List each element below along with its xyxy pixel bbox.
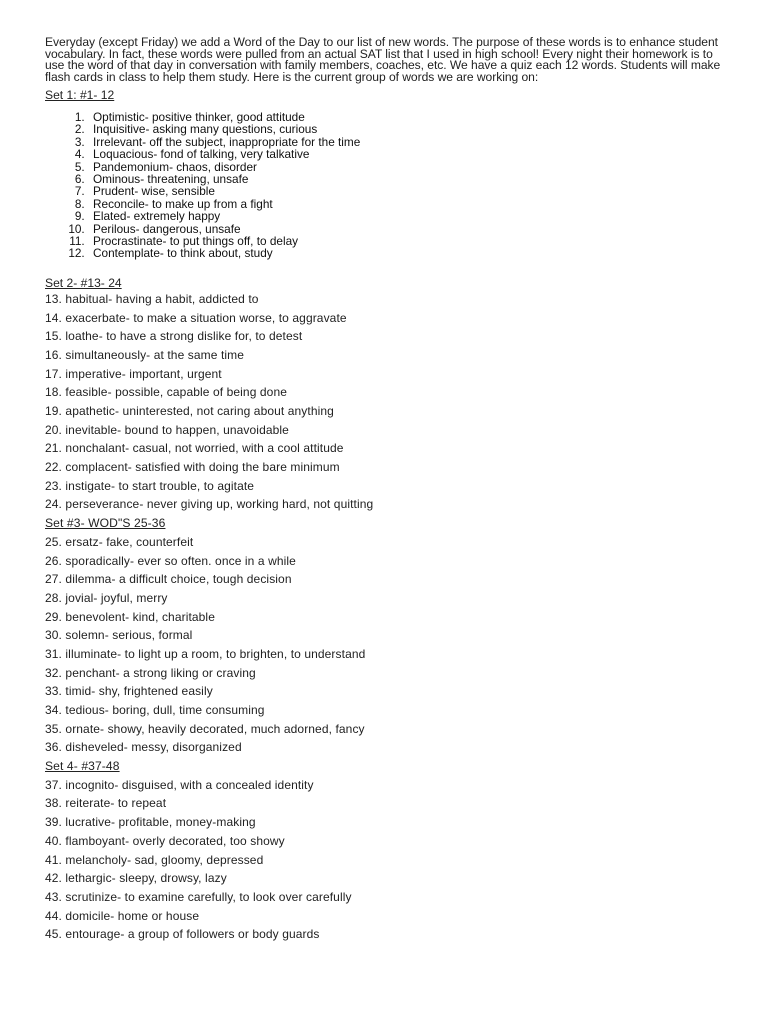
set-1-list [45, 111, 735, 260]
list-item: 10. Perilous- dangerous, unsafe [88, 223, 735, 235]
list-item: 1. Optimistic- positive thinker, good attitude [88, 111, 735, 123]
list-item: 14. exacerbate- to make a situation worse, to aggravate [45, 310, 347, 325]
list-item: 42. lethargic- sleepy, drowsy, lazy [45, 871, 227, 886]
list-item: 41. melancholy- sad, gloomy, depressed [45, 852, 264, 867]
list-item: 13. habitual- having a habit, addicted to [45, 291, 259, 306]
list-item: 36. disheveled- messy, disorganized [45, 740, 242, 755]
list-item: 30. solemn- serious, formal [45, 628, 193, 643]
list-item: 35. ornate- showy, heavily decorated, much adorned, fancy [45, 721, 365, 736]
list-item: 37. incognito- disguised, with a concealed identity [45, 777, 314, 792]
list-item: 9. Elated- extremely happy [88, 210, 735, 222]
list-item: 39. lucrative- profitable, money-making [45, 815, 256, 830]
list-item: 24. perseverance- never giving up, working hard, not quitting [45, 497, 374, 512]
list-item: 27. dilemma- a difficult choice, tough decision [45, 572, 292, 587]
list-item: 20. inevitable- bound to happen, unavoidable [45, 422, 289, 437]
list-item: 5. Pandemonium- chaos, disorder [88, 161, 735, 173]
list-item: 3. Irrelevant- off the subject, inappropriate for the time [88, 136, 735, 148]
list-item: 28. jovial- joyful, merry [45, 590, 168, 605]
list-item: 4. Loquacious- fond of talking, very talkative [88, 148, 735, 160]
list-item: 38. reiterate- to repeat [45, 796, 167, 811]
set-2-heading: Set 2- #13- 24 [45, 275, 122, 290]
list-item: 23. instigate- to start trouble, to agitate [45, 478, 255, 493]
list-item: 32. penchant- a strong liking or craving [45, 665, 256, 680]
list-item: 8. Reconcile- to make up from a fight [88, 198, 735, 210]
list-item: 22. complacent- satisfied with doing the bare minimum [45, 460, 340, 475]
list-item: 45. entourage- a group of followers or body guards [45, 927, 320, 942]
set-1-heading: Set 1: #1- 12 [45, 88, 115, 102]
list-item: 12. Contemplate- to think about, study [88, 247, 735, 259]
list-item: 34. tedious- boring, dull, time consuming [45, 703, 265, 717]
set-4-heading-text: Set 4- #37-48 [45, 759, 120, 774]
list-item: 26. sporadically- ever so often. once in a while [45, 553, 296, 568]
set-4-heading [45, 757, 735, 776]
list-item: 19. apathetic- uninterested, not caring about anything [45, 404, 334, 418]
set-3-heading-text: Set #3- WOD"S 25-36 [45, 516, 166, 531]
list-item: 21. nonchalant- casual, not worried, with a cool attitude [45, 441, 344, 456]
list-item: 17. imperative- important, urgent [45, 366, 222, 381]
document-page [45, 37, 735, 944]
set-2-list [45, 290, 735, 944]
list-item: 43. scrutinize- to examine carefully, to look over carefully [45, 889, 352, 904]
list-item: 33. timid- shy, frightened easily [45, 684, 213, 699]
list-item: 29. benevolent- kind, charitable [45, 609, 215, 624]
list-item: 44. domicile- home or house [45, 908, 200, 923]
list-item: 2. Inquisitive- asking many questions, curious [88, 123, 735, 135]
list-item: 11. Procrastinate- to put things off, to delay [88, 235, 735, 247]
list-item: 16. simultaneously- at the same time [45, 347, 245, 362]
list-item: 40. flamboyant- overly decorated, too showy [45, 833, 285, 848]
intro-paragraph: Everyday (except Friday) we add a Word of the Day to our list of new words. The purpose of these words is to enhance student vocabulary. In fact, these words were pulled from an actual SAT list that I used in high school! Every night their homework is to use the word of that day in conversation with family members, coaches, etc. We have a quiz each 12 words. Students will make flash cards in class to help them study. Here is the current group of words we are working on: [45, 35, 721, 84]
list-item: 7. Prudent- wise, sensible [88, 185, 735, 197]
list-item: 18. feasible- possible, capable of being done [45, 385, 288, 400]
list-item: 6. Ominous- threatening, unsafe [88, 173, 735, 185]
list-item: 15. loathe- to have a strong dislike for, to detest [45, 329, 303, 344]
list-item: 31. illuminate- to light up a room, to brighten, to understand [45, 646, 366, 661]
list-item: 25. ersatz- fake, counterfeit [45, 534, 194, 549]
set-3-heading [45, 514, 735, 533]
